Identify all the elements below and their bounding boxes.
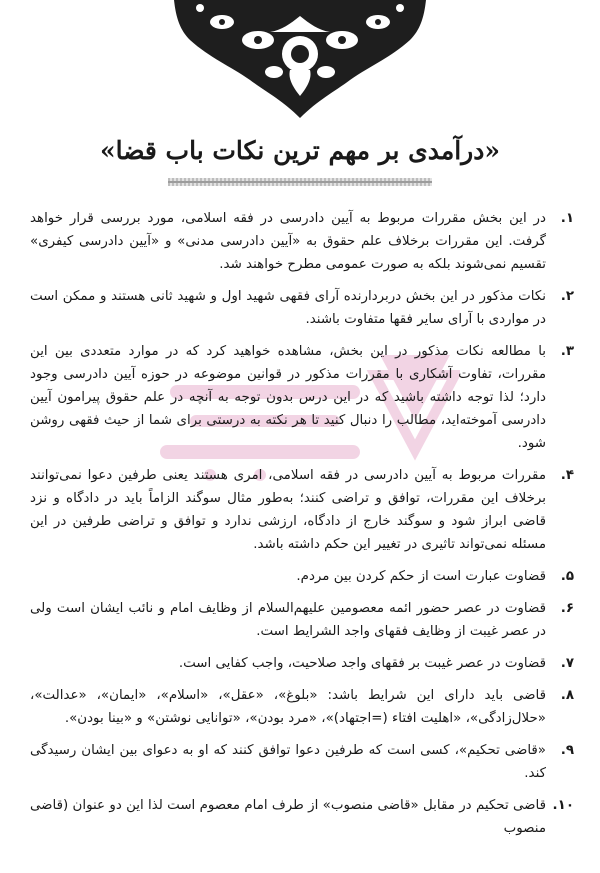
item-text: قضاوت در عصر غیبت بر فقهای واجد صلاحیت، واجب کفایی است. [178,656,546,671]
item-text: مقررات مربوط به آیین دادرسی در فقه اسلامی، امری هستند یعنی طرفین دعوا نمی‌توانند برخلاف این مقررات، توافق و تراضی کنند؛ به‌طور مثال سوگند الزاماً باید در دادگاه و نزد قاضی ابراز شود و سوگند خارج از دادگاه، ارزشی ندارد و توافق و تراضی طرفین در این مسئله نمی‌تواند تاثیری در تغییر این حکم داشته باشد. [30,468,546,552]
item-text: قاضی تحکیم در مقابل «قاضی منصوب» از طرف امام معصوم است لذا این دو عنوان (قاضی منصوب [30,798,546,836]
item-number: ۲. [560,289,574,304]
list-item [30,207,574,276]
item-text: نکات مذکور در این بخش دربردارنده آرای فقهی شهید اول و شهید ثانی هستند و ممکن است در مواردی با آرای سایر فقها متفاوت باشند. [30,289,546,327]
floral-arabesque-ornament [170,0,430,118]
notes-list [30,207,574,849]
page-title: «درآمدی بر مهم ترین نکات باب قضا» [99,136,501,165]
list-item [30,739,574,785]
item-number: ۱۰. [552,798,574,813]
item-number: ۸. [560,688,574,703]
item-text: قضاوت در عصر حضور ائمه معصومین علیهم‌السلام از وظایف امام و نائب ایشان است ولی در عصر غیبت از وظایف فقهای واجد الشرایط است. [30,601,546,639]
list-item [30,340,574,455]
title-underline-divider [168,178,432,186]
item-text: با مطالعه نکات مذکور در این بخش، مشاهده خواهید کرد که در موارد متعددی بین این مقررات، تفاوت آشکاری با مقررات مذکور در قوانین موضوعه در حوزه آیین دادرسی وجود دارد؛ لذا توجه داشته باشید که در این درس بدون توجه به آنچه در علم حقوق پیرامون آیین دادرسی آموخته‌اید، مطالب را دنبال کنید تا هر نکته به درستی برای شما از حیث فقهی روشن شود. [30,344,546,451]
list-item [30,597,574,643]
item-text: قاضی باید دارای این شرایط باشد: «بلوغ»، «عقل»، «اسلام»، «ایمان»، «عدالت»، «حلال‌زادگی»، «اهلیت افتاء (=اجتهاد)»، «مرد بودن»، «توانایی نوشتن» و «بینا بودن». [30,688,546,726]
list-item [30,285,574,331]
item-text: «قاضی تحکیم»، کسی است که طرفین دعوا توافق کنند که او به دعوای بین ایشان رسیدگی کند. [30,743,546,781]
list-item [30,652,574,675]
item-number: ۷. [560,656,574,671]
item-number: ۳. [560,344,574,359]
list-item [30,794,574,840]
item-text: قضاوت عبارت است از حکم کردن بین مردم. [296,569,546,584]
item-text: در این بخش مقررات مربوط به آیین دادرسی در فقه اسلامی، مورد بررسی قرار خواهد گرفت. این مقررات برخلاف علم حقوق به «آیین دادرسی مدنی» و «آیین دادرسی کیفری» تقسیم نمی‌شوند بلکه به صورت عمومی مطرح خواهند شد. [30,211,546,272]
item-number: ۱. [560,211,574,226]
item-number: ۹. [560,743,574,758]
list-item [30,565,574,588]
list-item [30,464,574,556]
list-item [30,684,574,730]
item-number: ۵. [560,569,574,584]
item-number: ۴. [560,468,574,483]
item-number: ۶. [560,601,574,616]
